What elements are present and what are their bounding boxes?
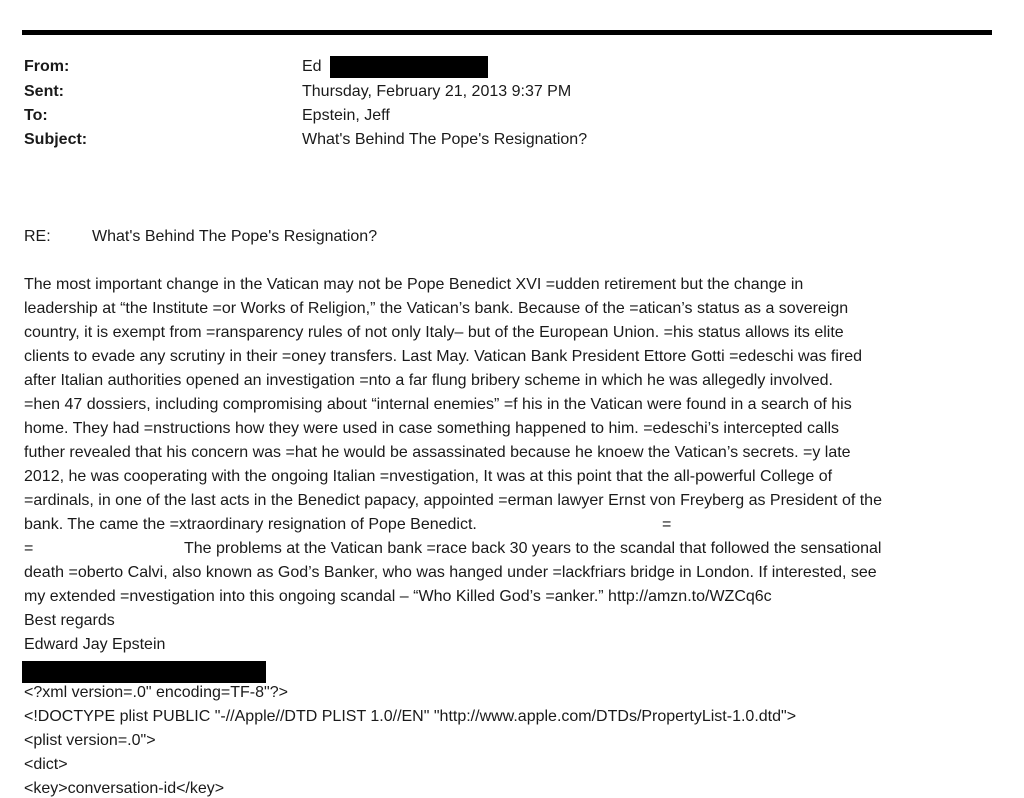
body-line: after Italian authorities opened an investigation =nto a far flung bribery scheme in which he was allegedly involved. bbox=[24, 372, 833, 389]
from-label: From: bbox=[24, 58, 70, 75]
body-line: leadership at “the Institute =or Works of Religion,” the Vatican’s bank. Because of the =atican’s status as a sovereign bbox=[24, 300, 849, 317]
redaction-signature bbox=[22, 661, 266, 683]
body-line: death =oberto Calvi, also known as God’s Banker, who was hanged under =lackfriars bridge in London. If interested, see bbox=[24, 564, 877, 581]
body-line: home. They had =nstructions how they were used in case something happened to him. =edeschi’s intercepted calls bbox=[24, 420, 840, 437]
stray-equals: = bbox=[662, 516, 672, 533]
body-line: =hen 47 dossiers, including compromising about “internal enemies” =f his in the Vatican were found in a search of his bbox=[24, 396, 852, 413]
redaction-sender bbox=[330, 56, 488, 78]
re-subject: What's Behind The Pope's Resignation? bbox=[92, 228, 378, 245]
sent-label: Sent: bbox=[24, 83, 64, 100]
body-line: =ardinals, in one of the last acts in the Benedict papacy, appointed =erman lawyer Ernst von Freyberg as President of the bbox=[24, 492, 882, 509]
body-line: country, it is exempt from =ransparency rules of not only Italy– but of the European Union. =his status allows its elite bbox=[24, 324, 844, 341]
subject-label: Subject: bbox=[24, 131, 88, 148]
body-line: The problems at the Vatican bank =race back 30 years to the scandal that followed the sensational bbox=[184, 540, 882, 557]
re-tag: RE: bbox=[24, 228, 51, 245]
from-value: Ed bbox=[302, 58, 322, 75]
header-rule bbox=[22, 30, 992, 35]
body-line: 2012, he was cooperating with the ongoing Italian =nvestigation, It was at this point that the all-powerful College of bbox=[24, 468, 833, 485]
body-line: my extended =nvestigation into this ongoing scandal – “Who Killed God’s =anker.” http://amzn.to/WZCq6c bbox=[24, 588, 772, 605]
xml-line: <dict> bbox=[24, 756, 68, 773]
body-line: bank. The came the =xtraordinary resignation of Pope Benedict. bbox=[24, 516, 477, 533]
to-label: To: bbox=[24, 107, 48, 124]
stray-equals: = bbox=[24, 540, 34, 557]
to-value: Epstein, Jeff bbox=[302, 107, 390, 124]
xml-line: <?xml version=.0" encoding=TF-8"?> bbox=[24, 684, 288, 701]
xml-line: <key>conversation-id</key> bbox=[24, 780, 225, 797]
xml-line: <plist version=.0"> bbox=[24, 732, 156, 749]
body-line: The most important change in the Vatican may not be Pope Benedict XVI =udden retirement but the change in bbox=[24, 276, 804, 293]
subject-value: What's Behind The Pope's Resignation? bbox=[302, 131, 588, 148]
xml-line: <!DOCTYPE plist PUBLIC "-//Apple//DTD PLIST 1.0//EN" "http://www.apple.com/DTDs/PropertyList-1.0.dtd"> bbox=[24, 708, 797, 725]
body-line: futher revealed that his concern was =hat he would be assassinated because he knoew the Vatican’s secrets. =y late bbox=[24, 444, 851, 461]
body-line: clients to evade any scrutiny in their =oney transfers. Last May. Vatican Bank President Ettore Gotti =edeschi was fired bbox=[24, 348, 863, 365]
signoff: Best regards bbox=[24, 612, 115, 629]
sent-value: Thursday, February 21, 2013 9:37 PM bbox=[302, 83, 572, 100]
signature-name: Edward Jay Epstein bbox=[24, 636, 166, 653]
